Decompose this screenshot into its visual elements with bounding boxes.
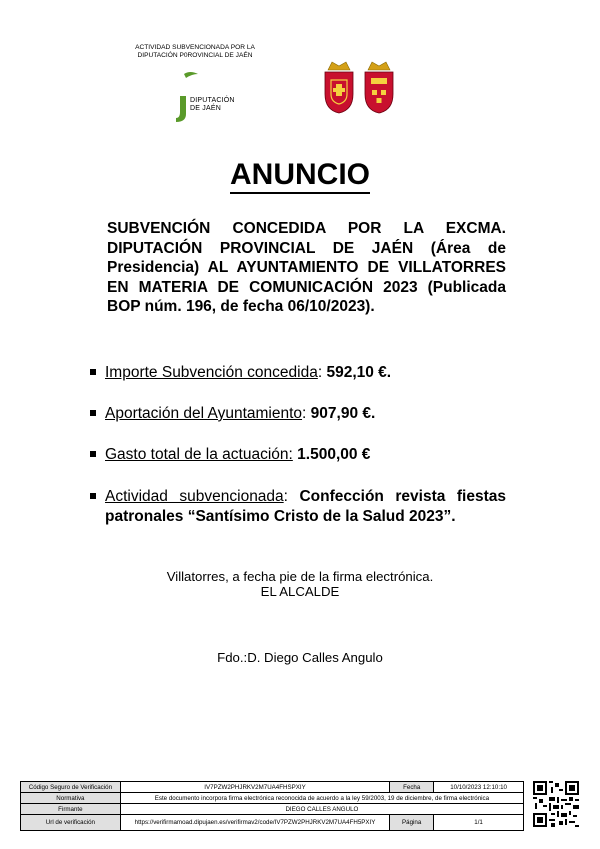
url-label: Url de verificación	[21, 815, 121, 831]
diputacion-logo-text	[190, 97, 235, 113]
normativa-label: Normativa	[21, 793, 121, 804]
subsidy-note-line1: ACTIVIDAD SUBVENCIONADA POR LA	[135, 44, 255, 51]
verification-table	[20, 781, 524, 831]
list-item	[90, 445, 506, 465]
csv-value: IV7PZW2PHJRKV2M7UA4FHSPXIY	[120, 782, 389, 793]
item-label: Actividad subvencionada	[105, 488, 284, 505]
list-item	[90, 363, 506, 383]
bullet-icon	[90, 493, 96, 499]
announcement-intro: SUBVENCIÓN CONCEDIDA POR LA EXCMA. DIPUTACIÓN PROVINCIAL DE JAÉN (Área de Presidencia) AL AYUNTAMIENTO DE VILLATORRES EN MATERIA DE COMUNICACIÓN 2023 (Publicada BOP núm. 196, de fecha 06/10/2023).	[107, 220, 506, 316]
item-label: Importe Subvención concedida	[105, 364, 318, 381]
firmante-value: DIEGO CALLES ANGULO	[120, 804, 523, 815]
item-sep: :	[283, 488, 300, 505]
signer-role: EL ALCALDE	[260, 584, 340, 599]
municipality-crest-icon	[362, 60, 396, 114]
logo-line2: DE JAÉN	[190, 105, 221, 112]
bullet-icon	[90, 369, 96, 375]
qr-code-icon	[533, 781, 579, 827]
page-title: ANUNCIO	[0, 158, 600, 192]
firmante-label: Firmante	[21, 804, 121, 815]
bullet-icon	[90, 410, 96, 416]
list-item	[90, 487, 506, 526]
item-sep: :	[317, 364, 327, 381]
verification-url[interactable]: https://verifirmamoad.dipujaen.es/verifirmav2/code/IV7PZW2PHJRKV2M7UA4FH5PXIY	[120, 815, 389, 831]
fecha-label: Fecha	[390, 782, 434, 793]
item-label: Gasto total de la actuación:	[105, 446, 293, 463]
pagina-value: 1/1	[434, 815, 524, 831]
item-value: 1.500,00 €	[297, 446, 371, 463]
subsidy-note-line2: DIPUTACIÓN P0ROVINCIAL DE JAÉN	[137, 52, 253, 59]
csv-label: Código Seguro de Verificación	[21, 782, 121, 793]
item-sep: :	[302, 405, 311, 422]
place-date: Villatorres, a fecha pie de la firma electrónica.	[166, 569, 434, 584]
list-item	[90, 404, 506, 424]
fecha-value: 10/10/2023 12:10:10	[434, 782, 524, 793]
normativa-value: Este documento incorpora firma electrónica reconocida de acuerdo a la ley 59/2003, 19 de diciembre, de firma electrónica	[120, 793, 523, 804]
villatorres-crest-icon	[322, 60, 356, 114]
diputacion-logo-icon	[172, 68, 202, 124]
item-label: Aportación del Ayuntamiento	[105, 405, 303, 422]
signature-line: Fdo.:D. Diego Calles Angulo	[217, 650, 383, 665]
item-value: 907,90 €.	[310, 405, 376, 422]
bullet-icon	[90, 451, 96, 457]
pagina-label: Página	[390, 815, 434, 831]
logo-line1: DIPUTACIÓN	[190, 97, 235, 104]
item-value: Confección revista fiestas patronales “Santísimo Cristo de la Salud 2023”.	[105, 488, 506, 525]
subsidy-note	[120, 44, 270, 60]
item-value: 592,10 €.	[326, 364, 392, 381]
